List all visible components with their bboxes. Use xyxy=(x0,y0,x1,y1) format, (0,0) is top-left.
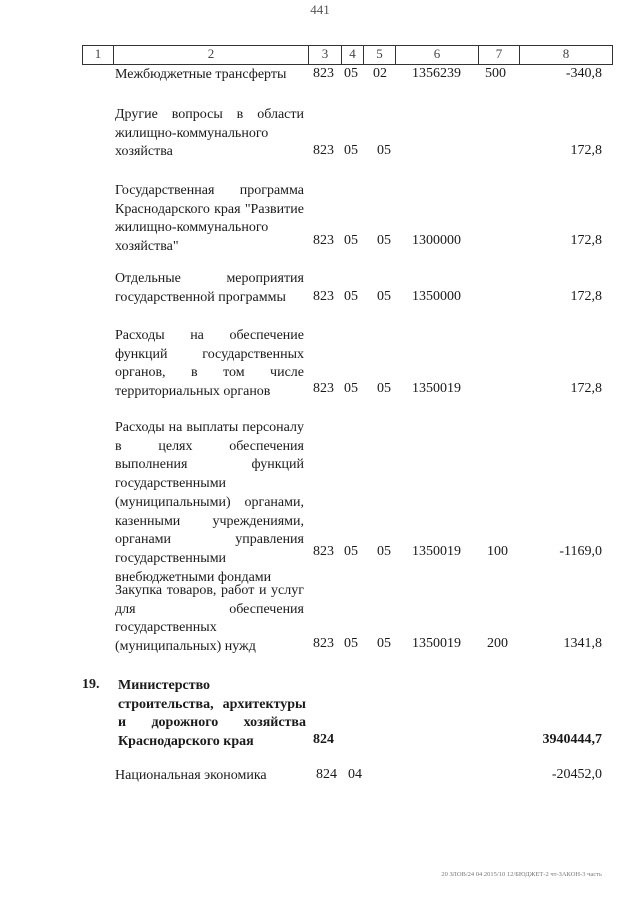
cell-code-3: 824 xyxy=(316,767,337,782)
cell-code-3: 823 xyxy=(313,381,334,396)
column-header-3: 3 xyxy=(321,46,329,61)
table-header-bottom-border xyxy=(82,64,613,65)
cell-code-6: 1356239 xyxy=(412,66,461,81)
row-label: Межбюджетные трансферты xyxy=(115,67,287,82)
cell-code-3: 823 xyxy=(313,143,334,158)
row-label: Государственная программа Краснодарского края "Развитие жилищно-коммунального хозяйства" xyxy=(115,183,304,255)
cell-code-5: 05 xyxy=(377,544,391,559)
cell-code-4: 05 xyxy=(344,636,358,651)
row-label: Отдельные мероприятия государственной программы xyxy=(115,271,304,305)
row-label: Расходы на выплаты персоналу в целях обеспечения выполнения функций государственными (муниципальными) органами, казенными учреждениями, органами управления государственными внебюджетными фондами xyxy=(115,420,304,585)
cell-code-3: 823 xyxy=(313,233,334,248)
column-divider xyxy=(612,45,613,64)
cell-code-3: 823 xyxy=(313,636,334,651)
column-header-6: 6 xyxy=(433,46,441,61)
row-label: Закупка товаров, работ и услуг для обеспечения государственных (муниципальных) нужд xyxy=(115,583,304,655)
cell-code-7: 500 xyxy=(485,66,506,81)
cell-code-5: 05 xyxy=(377,381,391,396)
cell-amount: 1341,8 xyxy=(563,636,602,651)
section-number: 19. xyxy=(82,677,100,692)
column-header-8: 8 xyxy=(562,46,570,61)
cell-code-6: 1350019 xyxy=(412,381,461,396)
cell-code-4: 04 xyxy=(348,767,362,782)
cell-amount: 172,8 xyxy=(570,143,602,158)
cell-code-4: 05 xyxy=(344,66,358,81)
cell-code-4: 05 xyxy=(344,544,358,559)
cell-amount: -1169,0 xyxy=(559,544,602,559)
cell-code-7: 200 xyxy=(487,636,508,651)
cell-code-3: 823 xyxy=(313,66,334,81)
page-number: 441 xyxy=(310,2,330,17)
cell-code-4: 05 xyxy=(344,381,358,396)
cell-amount: -20452,0 xyxy=(551,767,602,782)
cell-amount: -340,8 xyxy=(565,66,602,81)
cell-code-5: 05 xyxy=(377,636,391,651)
cell-code-5: 05 xyxy=(377,233,391,248)
section-title: Министерство строительства, архитектуры и дорожного хозяйства Краснодарского края xyxy=(118,678,306,750)
row-label: Национальная экономика xyxy=(115,768,267,783)
column-header-4: 4 xyxy=(349,46,356,61)
row-label: Расходы на обеспечение функций государственных органов, в том числе территориальных органов xyxy=(115,328,304,400)
cell-code-5: 05 xyxy=(377,143,391,158)
cell-code-5: 05 xyxy=(377,289,391,304)
cell-code-6: 1300000 xyxy=(412,233,461,248)
cell-amount: 172,8 xyxy=(570,381,602,396)
cell-code-5: 02 xyxy=(373,66,387,81)
cell-code-4: 05 xyxy=(344,233,358,248)
cell-amount: 172,8 xyxy=(570,233,602,248)
footer-note: 20 ЗЛОВ/24 04 2015/10 12/БЮДЖЕТ-2 чт-ЗАКОН-3 часть xyxy=(441,871,602,878)
column-header-5: 5 xyxy=(376,46,383,61)
cell-code-3: 823 xyxy=(313,289,334,304)
cell-amount: 3940444,7 xyxy=(542,732,602,747)
cell-code-6: 1350000 xyxy=(412,289,461,304)
cell-code-6: 1350019 xyxy=(412,544,461,559)
cell-code-4: 05 xyxy=(344,143,358,158)
column-header-1: 1 xyxy=(94,46,102,61)
cell-code-3: 823 xyxy=(313,544,334,559)
column-header-2: 2 xyxy=(207,46,215,61)
column-header-7: 7 xyxy=(495,46,503,61)
cell-code-7: 100 xyxy=(487,544,508,559)
cell-code-6: 1350019 xyxy=(412,636,461,651)
row-label: Другие вопросы в области жилищно-коммунального хозяйства xyxy=(115,107,304,160)
cell-code-4: 05 xyxy=(344,289,358,304)
cell-code-3: 824 xyxy=(313,732,334,747)
cell-amount: 172,8 xyxy=(570,289,602,304)
